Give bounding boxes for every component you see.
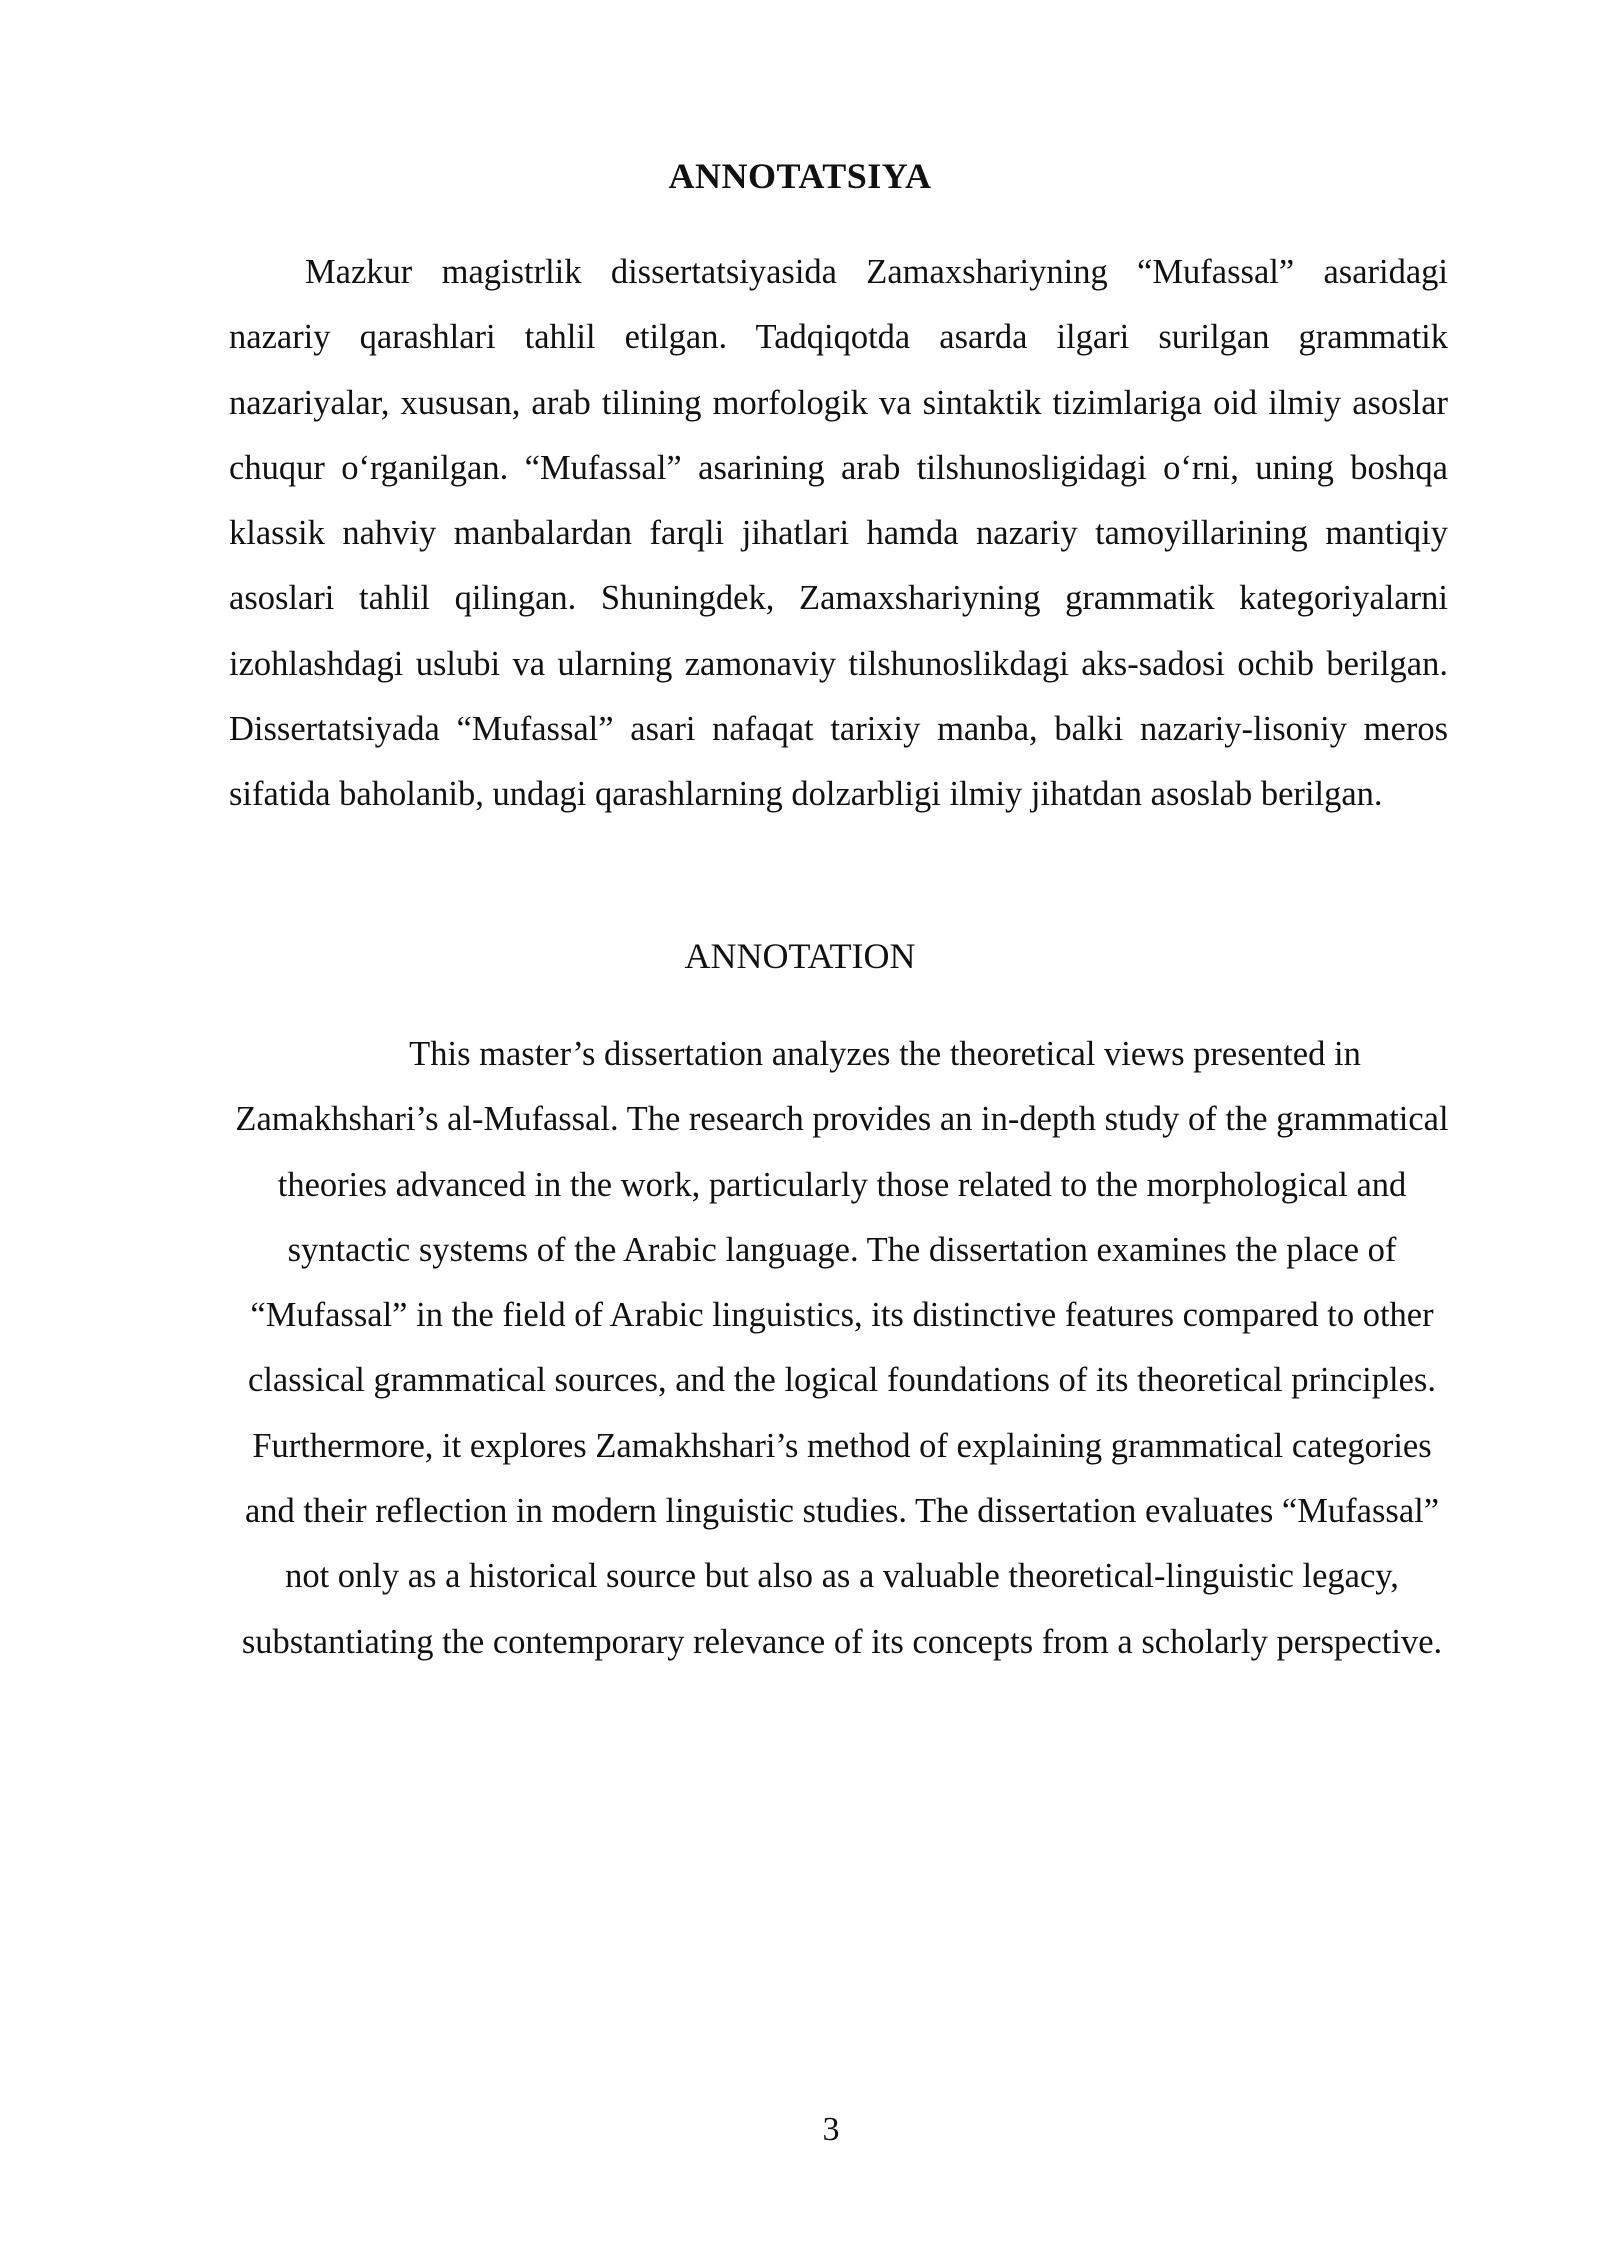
page-number: 3: [822, 2111, 840, 2148]
uzbek-annotation-paragraph: Mazkur magistrlik dissertatsiyasida Zamaxshariyning “Mufassal” asaridagi nazariy qarashlari tahlil etilgan. Tadqiqotda asarda ilgari surilgan grammatik nazariyalar, xususan, arab tilining morfologik va sintaktik tizimlariga oid ilmiy asoslar chuqur oʻrganilgan. “Mufassal” asarining arab tilshunosligidagi oʻrni, uning boshqa klassik nahviy manbalardan farqli jihatlari hamda nazariy tamoyillarining mantiqiy asoslari tahlil qilingan. Shuningdek, Zamaxshariyning grammatik kategoriyalarni izohlashdagi uslubi va ularning zamonaviy tilshunoslikdagi aks-sadosi ochib berilgan. Dissertatsiyada “Mufassal” asari nafaqat tarixiy manba, balki nazariy-lisoniy meros sifatida baholanib, undagi qarashlarning dolzarbligi ilmiy jihatdan asoslab berilgan.: [229, 253, 1448, 814]
english-annotation-heading: ANNOTATION: [684, 936, 916, 976]
english-annotation-text: This master’s dissertation analyzes the theoretical views presented in Zamakhshari’s al-Mufassal. The research provides an in-depth study of the grammatical theories advanced in the work, particularly those related to the morphological and syntactic systems of the Arabic language. The dissertation examines the place of “Mufassal” in the field of Arabic linguistics, its distinctive features compared to other classical grammatical sources, and the logical foundations of its theoretical principles. Furthermore, it explores Zamakhshari’s method of explaining grammatical categories and their reflection in modern linguistic studies. The dissertation evaluates “Mufassal” not only as a historical source but also as a valuable theoretical-linguistic legacy, substantiating the contemporary relevance of its concepts from a scholarly perspective.: [235, 1035, 1449, 1661]
uzbek-annotation-heading: ANNOTATSIYA: [668, 156, 932, 196]
english-annotation-paragraph: [224, 1022, 1460, 1675]
